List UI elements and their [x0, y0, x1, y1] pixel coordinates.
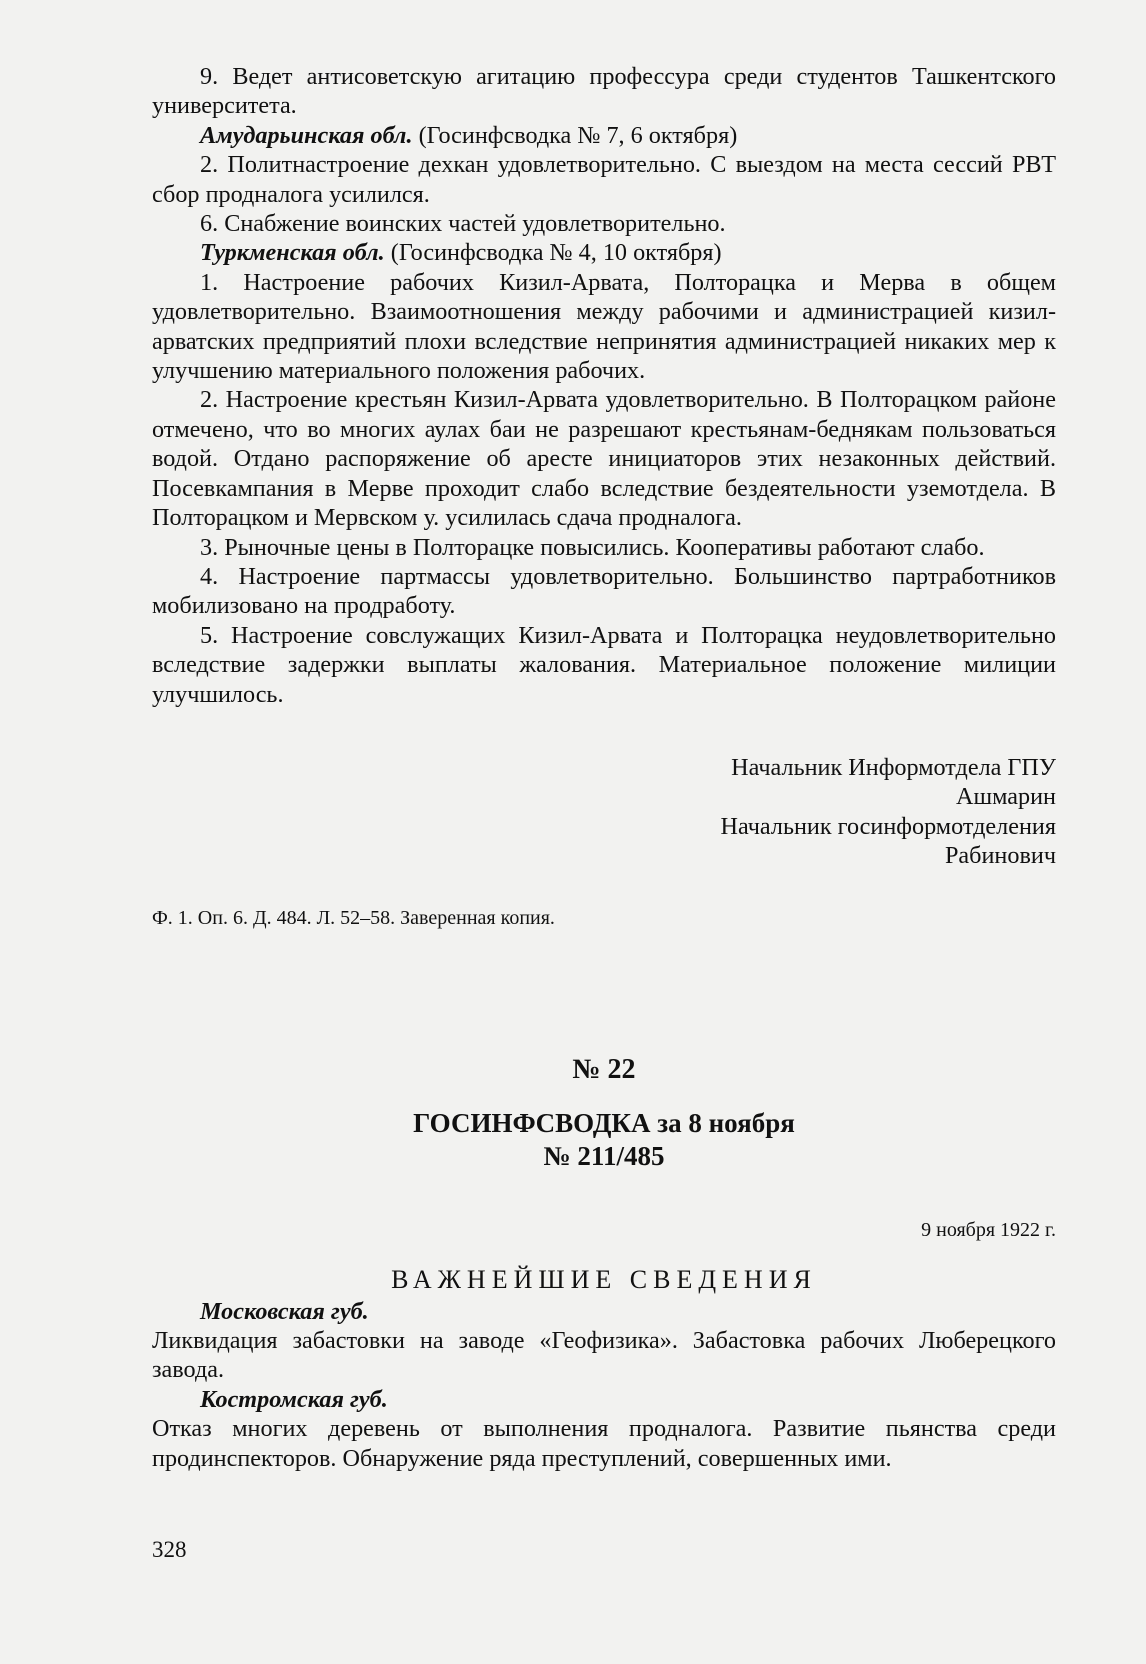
paragraph-item-6-amudarya: 6. Снабжение воинских частей удовлетворительно.: [200, 210, 726, 238]
region-name: Туркменская обл.: [200, 239, 385, 267]
archive-source-note: Ф. 1. Оп. 6. Д. 484. Л. 52–58. Заверенная копия.: [152, 906, 555, 929]
signature-name-1: Ашмарин: [956, 783, 1056, 811]
region-heading-turkmen: [152, 238, 1056, 267]
section-text-moscow: Ликвидация забастовки на заводе «Геофизика». Забастовка рабочих Люберецкого завода.: [152, 1326, 1056, 1384]
signature-name-2: Рабинович: [944, 842, 1056, 870]
document-subnumber: № 211/485: [543, 1140, 665, 1171]
region-heading-kostroma: [152, 1385, 1056, 1414]
signature-block: [152, 753, 1056, 871]
document-number: № 22: [572, 1053, 636, 1085]
region-name: Костромская губ.: [200, 1385, 388, 1413]
region-source: (Госинфсводка № 4, 10 октября): [390, 239, 722, 267]
paragraph-item-2-amudarya: 2. Политнастроение дехкан удовлетворительно. С выездом на места сессий РВТ сбор продналога усилился.: [152, 151, 1056, 208]
document-page: [152, 62, 1056, 1473]
document-title: ГОСИНФСВОДКА за 8 ноября: [413, 1107, 795, 1138]
section-text-kostroma: Отказ многих деревень от выполнения продналога. Развитие пьянства среди продинспекторов. Обнаружение ряда преступлений, совершенных ими.: [152, 1415, 1056, 1472]
region-name: Московская губ.: [200, 1297, 369, 1325]
paragraph-item-4-turkmen: 4. Настроение партмассы удовлетворительно. Большинство партработников мобилизовано на продработу.: [152, 562, 1056, 620]
section-heading: ВАЖНЕЙШИЕ СВЕДЕНИЯ: [391, 1264, 817, 1294]
page-number: 328: [152, 1537, 187, 1562]
region-source: (Госинфсводка № 7, 6 октября): [418, 121, 738, 149]
paragraph-item-5-turkmen: 5. Настроение совслужащих Кизил-Арвата и Полторацка неудовлетворительно вследствие задержки выплаты жалования. Материальное положение милиции улучшилось.: [152, 621, 1056, 708]
region-heading-moscow: [152, 1297, 1056, 1326]
paragraph-item-9: 9. Ведет антисоветскую агитацию профессура среди студентов Ташкентского университета.: [152, 63, 1056, 120]
document-date: 9 ноября 1922 г.: [921, 1218, 1056, 1241]
paragraph-item-3-turkmen: 3. Рыночные цены в Полторацке повысились. Кооперативы работают слабо.: [200, 533, 985, 561]
paragraph-item-2-turkmen: 2. Настроение крестьян Кизил-Арвата удовлетворительно. В Полторацком районе отмечено, что во многих аулах баи не разрешают крестьянам-беднякам пользоваться водой. Отдано распоряжение об аресте инициаторов этих незаконных действий. Посевкампания в Мерве проходит слабо вследствие бездеятельности уземотдела. В Полторацком и Мервском у. усилилась сдача продналога.: [152, 386, 1056, 532]
signature-title-2: Начальник госинформотделения: [720, 812, 1056, 840]
paragraph-item-1-turkmen: 1. Настроение рабочих Кизил-Арвата, Полторацка и Мерва в общем удовлетворительно. Взаимоотношения между рабочими и администрацией кизил-арватских предприятий плохи вследствие непринятия администрацией никаких мер к улучшению материального положения рабочих.: [152, 268, 1056, 385]
region-name: Амударьинская обл.: [200, 121, 413, 149]
region-heading-amudarya: [152, 121, 1056, 150]
signature-title-1: Начальник Информотдела ГПУ: [731, 753, 1056, 781]
